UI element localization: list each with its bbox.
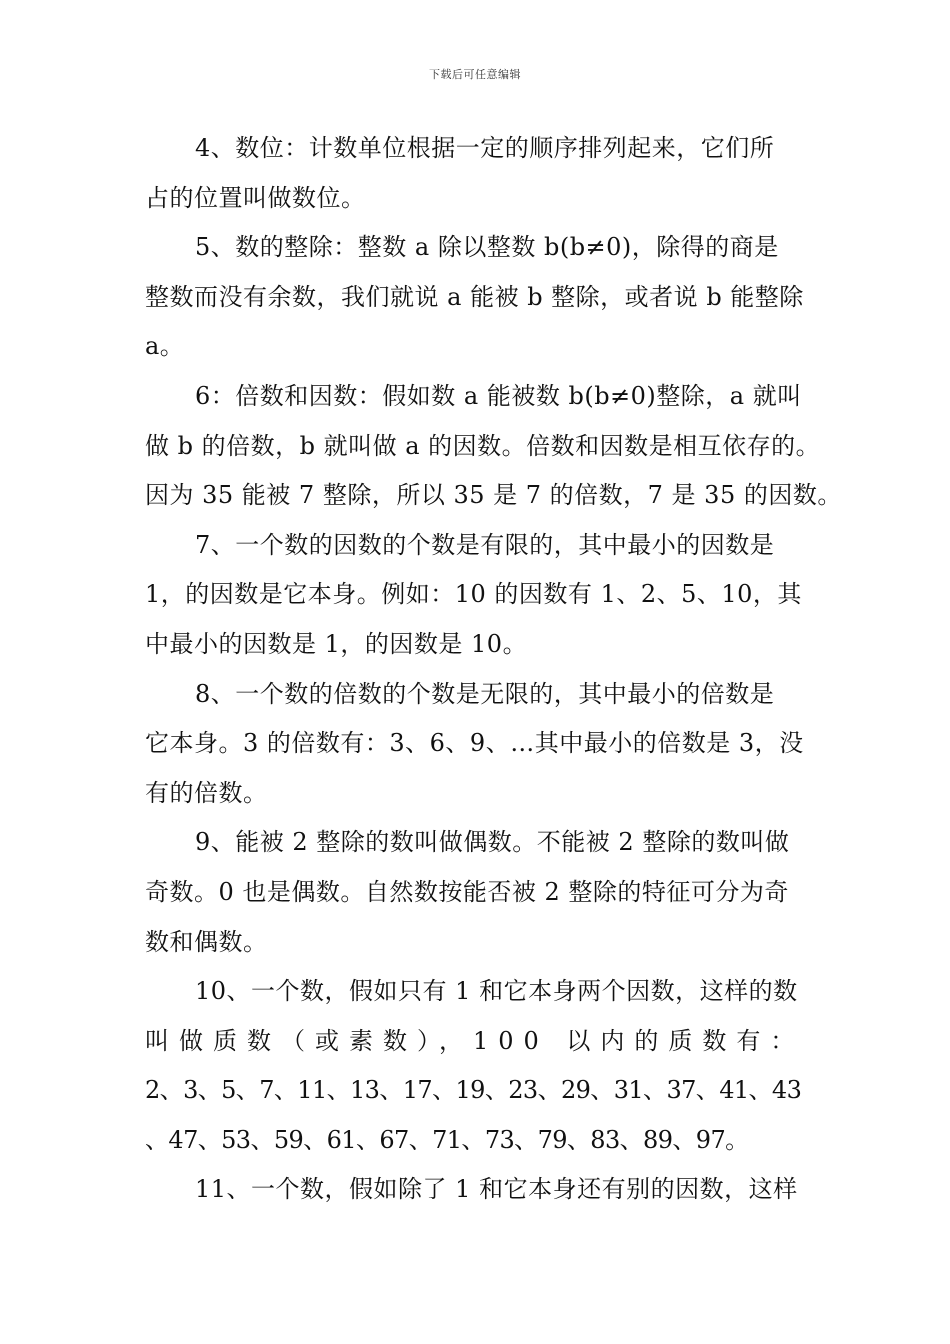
text-line: 因为 35 能被 7 整除，所以 35 是 7 的倍数，7 是 35 的因数。 <box>145 481 842 510</box>
text-line: 整数而没有余数，我们就说 a 能被 b 整除，或者说 b 能整除 <box>145 282 804 311</box>
text-line: 11、一个数，假如除了 1 和它本身还有别的因数，这样 <box>195 1175 798 1204</box>
text-line: 它本身。3 的倍数有：3、6、9、…其中最小的倍数是 3，没 <box>145 729 804 758</box>
text-line: 叫做质数（或素数），100 以内的质数有： <box>145 1026 805 1055</box>
paragraph-7 <box>145 521 807 670</box>
text-line: 10、一个数，假如只有 1 和它本身两个因数，这样的数 <box>195 977 798 1006</box>
paragraph-8 <box>145 670 807 819</box>
text-line: 8、一个数的倍数的个数是无限的，其中最小的倍数是 <box>195 679 775 708</box>
text-line: 7、一个数的因数的个数是有限的，其中最小的因数是 <box>195 530 775 559</box>
text-line: 有的倍数。 <box>145 778 268 807</box>
text-line: 奇数。0 也是偶数。自然数按能否被 2 整除的特征可分为奇 <box>145 877 789 906</box>
text-line: 2、3、5、7、11、13、17、19、23、29、31、37、41、43 <box>145 1076 802 1105</box>
text-line: 、47、53、59、61、67、71、73、79、83、89、97。 <box>145 1125 749 1154</box>
paragraph-4 <box>145 124 807 223</box>
text-line: 1，的因数是它本身。例如：10 的因数有 1、2、5、10，其 <box>145 580 802 609</box>
paragraph-6 <box>145 372 842 521</box>
text-line: 9、能被 2 整除的数叫做偶数。不能被 2 整除的数叫做 <box>195 828 790 857</box>
text-line: 中最小的因数是 1，的因数是 10。 <box>145 629 528 658</box>
paragraph-10 <box>145 967 807 1165</box>
text-line: 数和偶数。 <box>145 927 268 956</box>
text-line: 占的位置叫做数位。 <box>145 183 366 212</box>
text-line: a。 <box>145 332 185 361</box>
text-line: 做 b 的倍数，b 就叫做 a 的因数。倍数和因数是相互依存的。 <box>145 431 821 460</box>
page-header-note: 下载后可任意编辑 <box>429 68 521 81</box>
text-line: 6：倍数和因数：假如数 a 能被数 b(b≠0)整除，a 就叫 <box>195 381 802 410</box>
text-line: 5、数的整除：整数 a 除以整数 b(b≠0)，除得的商是 <box>195 233 779 262</box>
document-body <box>145 124 842 1215</box>
paragraph-11 <box>145 1165 807 1215</box>
paragraph-9 <box>145 818 807 967</box>
paragraph-5 <box>145 223 807 372</box>
text-line: 4、数位：计数单位根据一定的顺序排列起来，它们所 <box>195 134 775 162</box>
